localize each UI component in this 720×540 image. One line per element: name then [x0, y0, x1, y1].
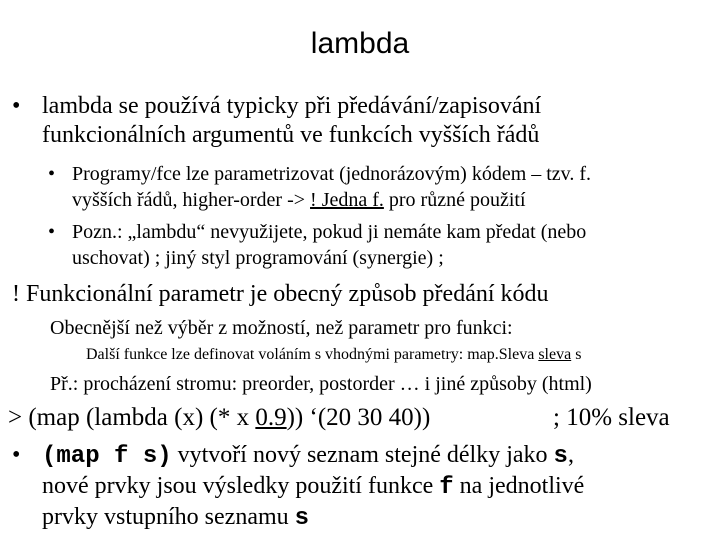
- sub-bullet-programs: [48, 162, 591, 186]
- bullet-text: ,: [567, 442, 574, 468]
- slide-title: lambda: [310, 27, 410, 60]
- sub-bullet-text-line2: uschovat) ; jiný styl programování (synergie) ;: [72, 247, 444, 269]
- bullet-symbol: •: [48, 163, 56, 185]
- bullet-text-line3: [42, 503, 309, 533]
- bullet-text-line2: [42, 472, 584, 502]
- bullet-text: vytvoří nový seznam stejné délky jako: [171, 442, 554, 468]
- other-functions-line: [86, 345, 581, 365]
- bullet-item-lambda: [12, 92, 541, 120]
- other-functions-text: Další funkce lze definovat voláním s vhodnými parametry: map.Sleva: [86, 346, 539, 363]
- sub-bullet-text-part: vyšších řádů, higher-order ->: [72, 189, 311, 211]
- bullet-symbol: •: [12, 442, 21, 468]
- sub-bullet-text-part: pro různé použití: [383, 189, 526, 211]
- bullet-symbol: •: [12, 93, 21, 119]
- sub-bullet-text-line1: Pozn.: „lambdu“ nevyužijete, pokud ji nemáte kam předat (nebo: [72, 221, 587, 243]
- bullet-text: na jednotlivé: [453, 473, 585, 499]
- code-text: s: [553, 443, 568, 470]
- general-line: Obecnější než výběr z možností, než parametr pro funkci:: [50, 317, 513, 339]
- code-text: s: [294, 505, 310, 532]
- map-code-text: > (map (lambda (x) (* x: [8, 404, 256, 431]
- bullet-symbol: •: [48, 221, 56, 243]
- sub-bullet-text-line2: [72, 188, 526, 212]
- bullet-item-map: [12, 441, 574, 471]
- functional-parameter-line: ! Funkcionální parametr je obecný způsob předání kódu: [12, 281, 549, 307]
- code-text: f: [439, 474, 454, 501]
- sub-bullet-text-line1: Programy/fce lze parametrizovat (jednorázovým) kódem – tzv. f.: [72, 163, 592, 185]
- map-comment: ; 10% sleva: [553, 404, 670, 431]
- bullet-text-line2: funkcionálních argumentů ve funkcích vyšších řádů: [42, 122, 540, 148]
- underlined-text: 0.9: [255, 404, 287, 431]
- code-text: (map f s): [42, 443, 172, 470]
- bullet-text: nové prvky jsou výsledky použití funkce: [42, 473, 440, 499]
- underlined-text: ! Jedna f.: [310, 189, 384, 211]
- other-functions-text: s: [571, 346, 582, 363]
- map-example-line: [8, 403, 430, 433]
- map-code-text: )) ‘(20 30 40)): [286, 404, 431, 431]
- bullet-text-line1: lambda se používá typicky při předávání/zapisování: [42, 93, 542, 119]
- underlined-text: sleva: [538, 346, 572, 363]
- sub-bullet-note: [48, 220, 586, 244]
- bullet-text: prvky vstupního seznamu: [42, 504, 295, 530]
- example-line: Př.: procházení stromu: preorder, postorder … i jiné způsoby (html): [50, 373, 592, 395]
